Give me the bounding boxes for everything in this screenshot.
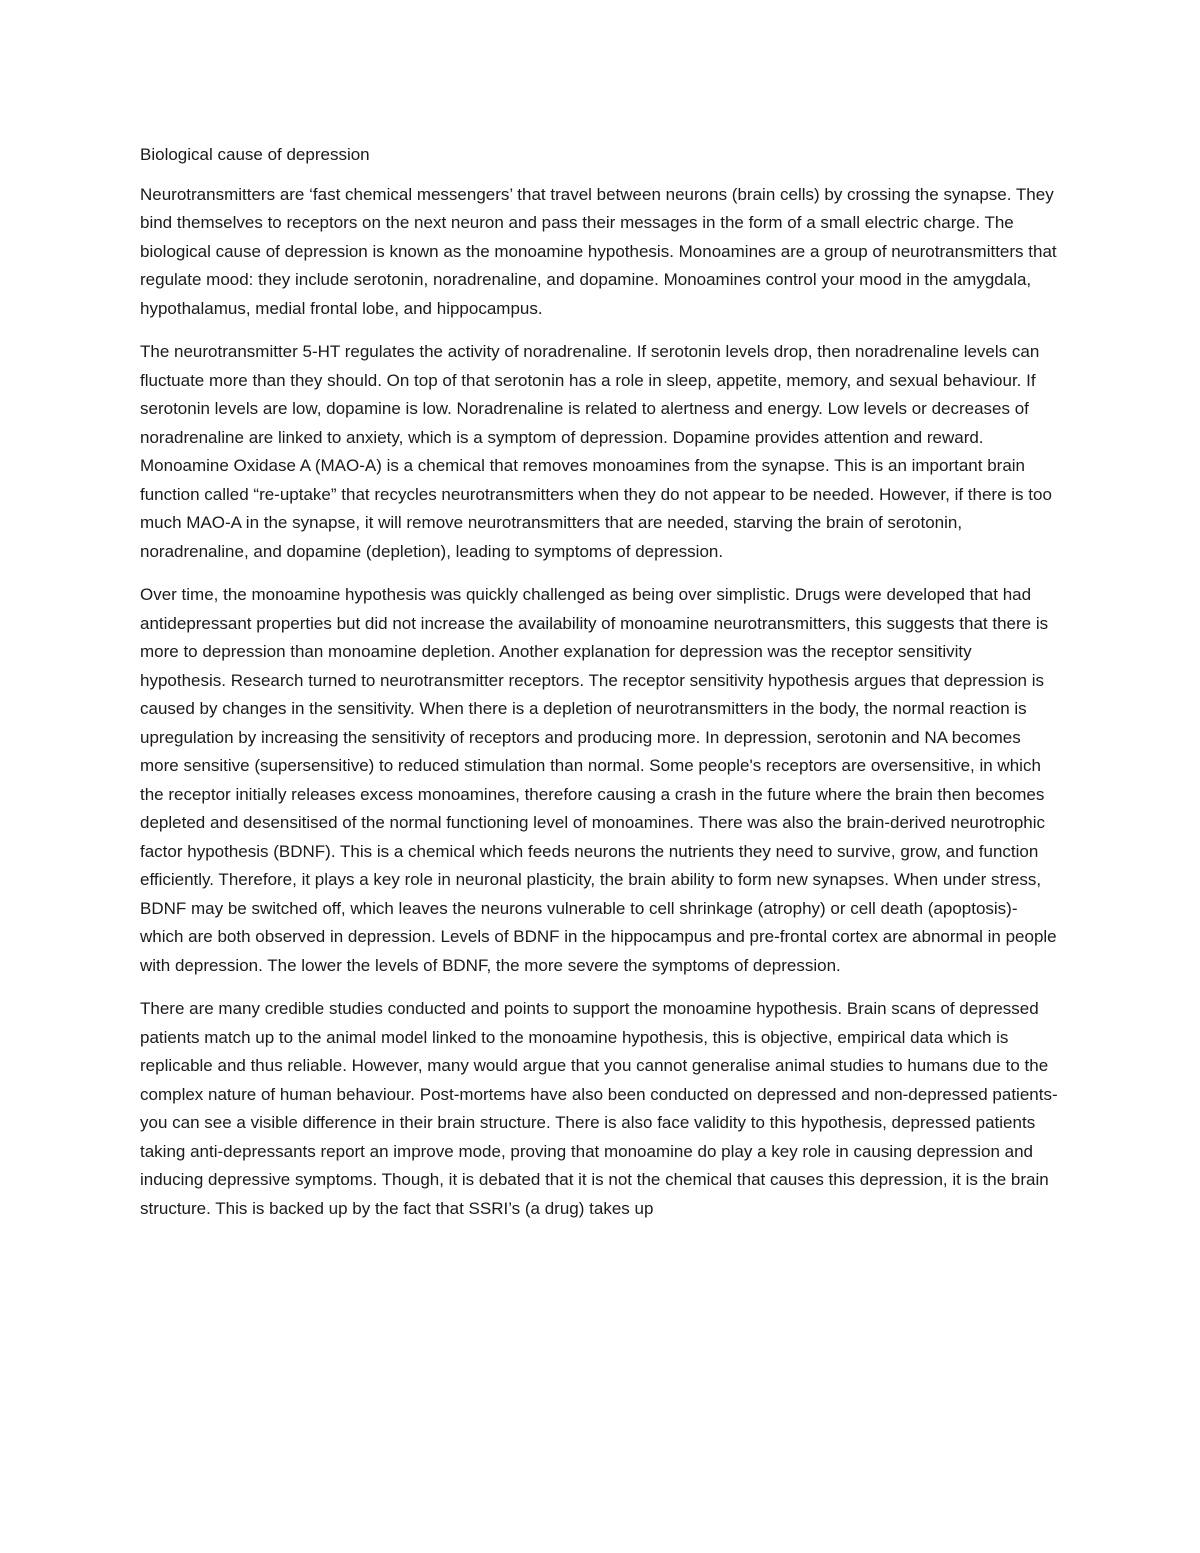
- paragraph-serotonin: The neurotransmitter 5-HT regulates the activity of noradrenaline. If serotonin levels drop, then noradrenaline levels can fluctuate more than they should. On top of that serotonin has a role in sleep, appetite, memory, and sexual behaviour. If serotonin levels are low, dopamine is low. Noradrenaline is related to alertness and energy. Low levels or decreases of noradrenaline are linked to anxiety, which is a symptom of depression. Dopamine provides attention and reward. Monoamine Oxidase A (MAO-A) is a chemical that removes monoamines from the synapse. This is an important brain function called “re-uptake” that recycles neurotransmitters when they do not appear to be needed. However, if there is too much MAO-A in the synapse, it will remove neurotransmitters that are needed, starving the brain of serotonin, noradrenaline, and dopamine (depletion), leading to symptoms of depression.: [140, 342, 1052, 561]
- paragraph-evaluation: There are many credible studies conducted and points to support the monoamine hypothesis. Brain scans of depressed patients match up to the animal model linked to the monoamine hypothesis, this is objective, empirical data which is replicable and thus reliable. However, many would argue that you cannot generalise animal studies to humans due to the complex nature of human behaviour. Post-mortems have also been conducted on depressed and non-depressed patients- you can see a visible difference in their brain structure. There is also face validity to this hypothesis, depressed patients taking anti-depressants report an improve mode, proving that monoamine do play a key role in causing depression and inducing depressive symptoms. Though, it is debated that it is not the chemical that causes this depression, it is the brain structure. This is backed up by the fact that SSRI’s (a drug) takes up: [140, 999, 1058, 1218]
- paragraph-neurotransmitters: Neurotransmitters are ‘fast chemical messengers’ that travel between neurons (brain cells) by crossing the synapse. They bind themselves to receptors on the next neuron and pass their messages in the form of a small electric charge. The biological cause of depression is known as the monoamine hypothesis. Monoamines are a group of neurotransmitters that regulate mood: they include serotonin, noradrenaline, and dopamine. Monoamines control your mood in the amygdala, hypothalamus, medial frontal lobe, and hippocampus.: [140, 184, 1057, 318]
- paragraph-receptor-sensitivity: Over time, the monoamine hypothesis was quickly challenged as being over simplistic. Drugs were developed that had antidepressant properties but did not increase the availability of monoamine neurotransmitters, this suggests that there is more to depression than monoamine depletion. Another explanation for depression was the receptor sensitivity hypothesis. Research turned to neurotransmitter receptors. The receptor sensitivity hypothesis argues that depression is caused by changes in the sensitivity. When there is a depletion of neurotransmitters in the body, the normal reaction is upregulation by increasing the sensitivity of receptors and producing more. In depression, serotonin and NA becomes more sensitive (supersensitive) to reduced stimulation than normal. Some people's receptors are oversensitive, in which the receptor initially releases excess monoamines, therefore causing a crash in the future where the brain then becomes depleted and desensitised of the normal functioning level of monoamines. There was also the brain-derived neurotrophic factor hypothesis (BDNF). This is a chemical which feeds neurons the nutrients they need to survive, grow, and function efficiently. Therefore, it plays a key role in neuronal plasticity, the brain ability to form new synapses. When under stress, BDNF may be switched off, which leaves the neurons vulnerable to cell shrinkage (atrophy) or cell death (apoptosis)- which are both observed in depression. Levels of BDNF in the hippocampus and pre-frontal cortex are abnormal in people with depression. The lower the levels of BDNF, the more severe the symptoms of depression.: [140, 585, 1057, 975]
- document-title: Biological cause of depression: [140, 145, 370, 164]
